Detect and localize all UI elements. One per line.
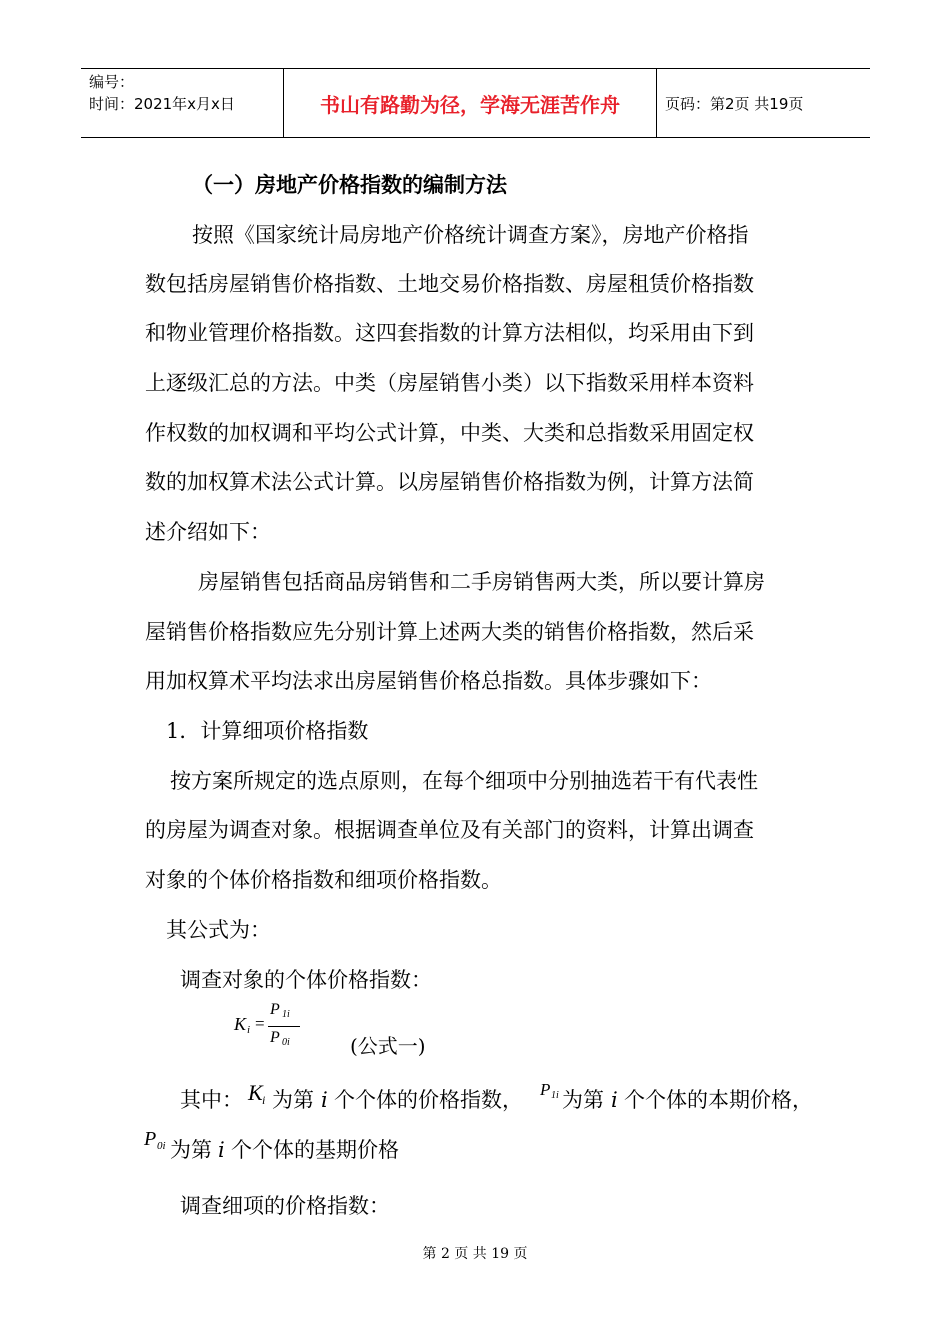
page-header: [81, 68, 870, 138]
fraction-bar: [268, 1026, 300, 1027]
formula-k: K: [234, 1014, 247, 1034]
item-index-label: 调查细项的价格指数：: [180, 1194, 390, 1218]
header-left-cell: [89, 71, 235, 115]
symbol-i: i: [218, 1138, 225, 1162]
formula-numerator-p: P: [270, 1001, 280, 1018]
paragraph-line: 上逐级汇总的方法。中类（房屋销售小类）以下指数采用样本资料: [145, 371, 754, 395]
symbol-p: P: [144, 1128, 157, 1150]
where-text: 个个体的价格指数，: [334, 1088, 523, 1112]
header-motto: 书山有路勤为径，学海无涯苦作舟: [320, 93, 620, 117]
formula-sub: i: [262, 1093, 266, 1107]
symbol-i: i: [321, 1088, 328, 1112]
header-divider: [656, 69, 657, 137]
paragraph-line: 作权数的加权调和平均公式计算，中类、大类和总指数采用固定权: [145, 421, 754, 445]
paragraph-line: 对象的个体价格指数和细项价格指数。: [145, 868, 502, 892]
formula-denominator-p: P: [270, 1029, 280, 1046]
where-text: 为第: [272, 1088, 314, 1112]
symbol-k: K: [248, 1080, 263, 1105]
paragraph-line: 数包括房屋销售价格指数、土地交易价格指数、房屋租赁价格指数: [145, 272, 754, 296]
paragraph-line: 按方案所规定的选点原则，在每个细项中分别抽选若干有代表性: [170, 769, 758, 793]
formula-sub: i: [247, 1024, 251, 1036]
paragraph-line: 数的加权算术法公式计算。以房屋销售价格指数为例，计算方法简: [145, 470, 754, 494]
symbol-i: i: [611, 1088, 618, 1112]
formula-sub: 0i: [157, 1140, 166, 1152]
individual-index-label: 调查对象的个体价格指数：: [180, 968, 432, 992]
header-page-label: 页码：第2页 共19页: [665, 95, 804, 113]
paragraph-line: 房屋销售包括商品房销售和二手房销售两大类，所以要计算房: [198, 570, 765, 594]
formula-tag: (公式一): [350, 1034, 426, 1058]
paragraph-line: 屋销售价格指数应先分别计算上述两大类的销售价格指数，然后采: [145, 620, 754, 644]
where-text: 为第: [170, 1138, 212, 1162]
where-text: 个个体的本期价格，: [624, 1088, 813, 1112]
paragraph-line: 和物业管理价格指数。这四套指数的计算方法相似，均采用由下到: [145, 321, 754, 345]
header-number-label: 编号：: [89, 73, 135, 91]
symbol-p: P: [540, 1080, 551, 1099]
step-heading: 1．计算细项价格指数: [166, 719, 369, 743]
formula-equals: =: [255, 1014, 265, 1033]
formula-intro: 其公式为：: [166, 918, 271, 942]
page-footer: 第 2 页 共 19 页: [422, 1246, 528, 1262]
formula-sub: 1i: [551, 1090, 559, 1101]
formula-sub: 0i: [282, 1037, 290, 1048]
where-text: 个个体的基期价格: [231, 1138, 399, 1162]
header-date-label: 时间：2021年x月x日: [89, 95, 235, 113]
formula-sub: 1i: [282, 1009, 290, 1020]
paragraph-line: 述介绍如下：: [145, 520, 271, 544]
paragraph-line: 按照《国家统计局房地产价格统计调查方案》，房地产价格指: [192, 223, 749, 247]
where-text: 为第: [562, 1088, 604, 1112]
section-title: （一）房地产价格指数的编制方法: [192, 172, 507, 197]
paragraph-line: 的房屋为调查对象。根据调查单位及有关部门的资料，计算出调查: [145, 818, 754, 842]
paragraph-line: 用加权算术平均法求出房屋销售价格总指数。具体步骤如下：: [145, 669, 712, 693]
where-prefix: 其中：: [180, 1088, 243, 1112]
